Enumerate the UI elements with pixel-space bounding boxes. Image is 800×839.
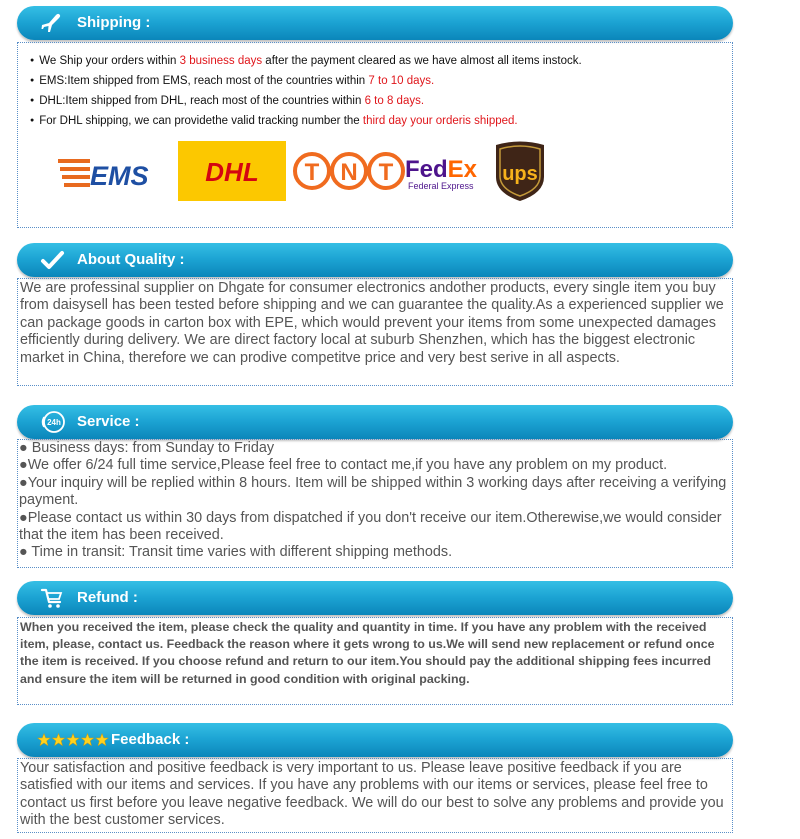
ems-logo — [58, 159, 149, 191]
checkmark-icon — [39, 247, 65, 273]
service-item: ●Your inquiry will be replied within 8 hours. Item will be shipped within 3 working days after receiving a verifying payment. — [19, 474, 727, 509]
five-star-rating-icon — [37, 733, 109, 747]
feedback-text: Your satisfaction and positive feedback is very important to us. Please leave positive feedback if you are satisfied with our items and services. If you have any problems with our items or services, please feel free to contact us first before you leave negative feedback. We will do our best to solve any problems and provide you with the best customer services. — [20, 760, 724, 829]
shipping-box — [17, 42, 733, 228]
shipping-banner — [17, 6, 733, 40]
refund-box — [17, 617, 733, 705]
quality-box — [17, 278, 733, 386]
shopping-cart-icon — [39, 585, 65, 611]
dhl-logo — [178, 141, 286, 201]
shipping-title: Shipping : — [77, 14, 151, 31]
service-item: ●We offer 6/24 full time service,Please feel free to contact me,if you have any problem on my product. — [19, 457, 668, 474]
svg-text:N: N — [340, 159, 358, 186]
tnt-logo — [295, 154, 403, 188]
svg-text:EMS: EMS — [90, 161, 149, 191]
shipping-item: ● We Ship your orders within 3 business days after the payment cleared as we have almost all items instock. — [30, 51, 582, 71]
service-item: ●Please contact us within 30 days from dispatched if you don't receive our item.Otherewise,we would consider that the item has been received. — [19, 509, 722, 544]
svg-text:DHL: DHL — [205, 157, 259, 187]
refund-text: When you received the item, please check the quality and quantity in time. If you have any problem with the received item, please, contact us. Feedback the reason where it gets wrong to us.We will send new replacement or refund once the item is received. If you choose refund and return to our item.You should pay the additional shipping fees incurred and ensure the item will be returned in good condition with original packing. — [20, 620, 715, 686]
carrier-logos — [56, 139, 556, 203]
quality-title: About Quality : — [77, 251, 185, 268]
service-box — [17, 439, 733, 568]
quality-banner — [17, 243, 733, 277]
shipping-item: ● DHL:Item shipped from DHL, reach most of the countries within 6 to 8 days. — [30, 91, 582, 111]
service-banner — [17, 405, 733, 439]
svg-text:T: T — [304, 159, 320, 186]
feedback-title: Feedback : — [111, 731, 190, 748]
feedback-box — [17, 758, 733, 833]
service-item: ● Time in transit: Transit time varies with different shipping methods. — [19, 544, 453, 561]
svg-text:T: T — [378, 159, 394, 186]
service-item: ● Business days: from Sunday to Friday — [19, 440, 275, 456]
svg-text:Federal Express: Federal Express — [408, 181, 474, 191]
svg-text:FedEx: FedEx — [405, 156, 478, 183]
quality-text: We are professinal supplier on Dhgate for consumer electronics andother products, every single item you buy from daisysell has been tested before shipping and we can guarantee the quality.As a experienced supplier we can package goods in carton box with EPE, which would prevent your items from some unexpected damages efficiently during delivery. We are direct factory local at suburb Shenzhen, which has the biggest electronic market in China, therefore we can prodive competitve price and very best serive in all aspects. — [20, 280, 724, 366]
24h-service-icon — [39, 409, 65, 435]
ups-logo — [496, 142, 544, 202]
shipping-list — [30, 51, 582, 131]
svg-text:24h: 24h — [47, 418, 61, 427]
refund-title: Refund : — [77, 589, 138, 606]
fedex-logo — [405, 156, 478, 191]
feedback-banner — [17, 723, 733, 757]
shipping-item: ● EMS:Item shipped from EMS, reach most of the countries within 7 to 10 days. — [30, 71, 582, 91]
svg-text:ups: ups — [502, 163, 538, 185]
shipping-item: ● For DHL shipping, we can providethe valid tracking number the third day your orderis shipped. — [30, 111, 582, 131]
airplane-icon — [39, 10, 65, 36]
service-title: Service : — [77, 413, 140, 430]
refund-banner — [17, 581, 733, 615]
